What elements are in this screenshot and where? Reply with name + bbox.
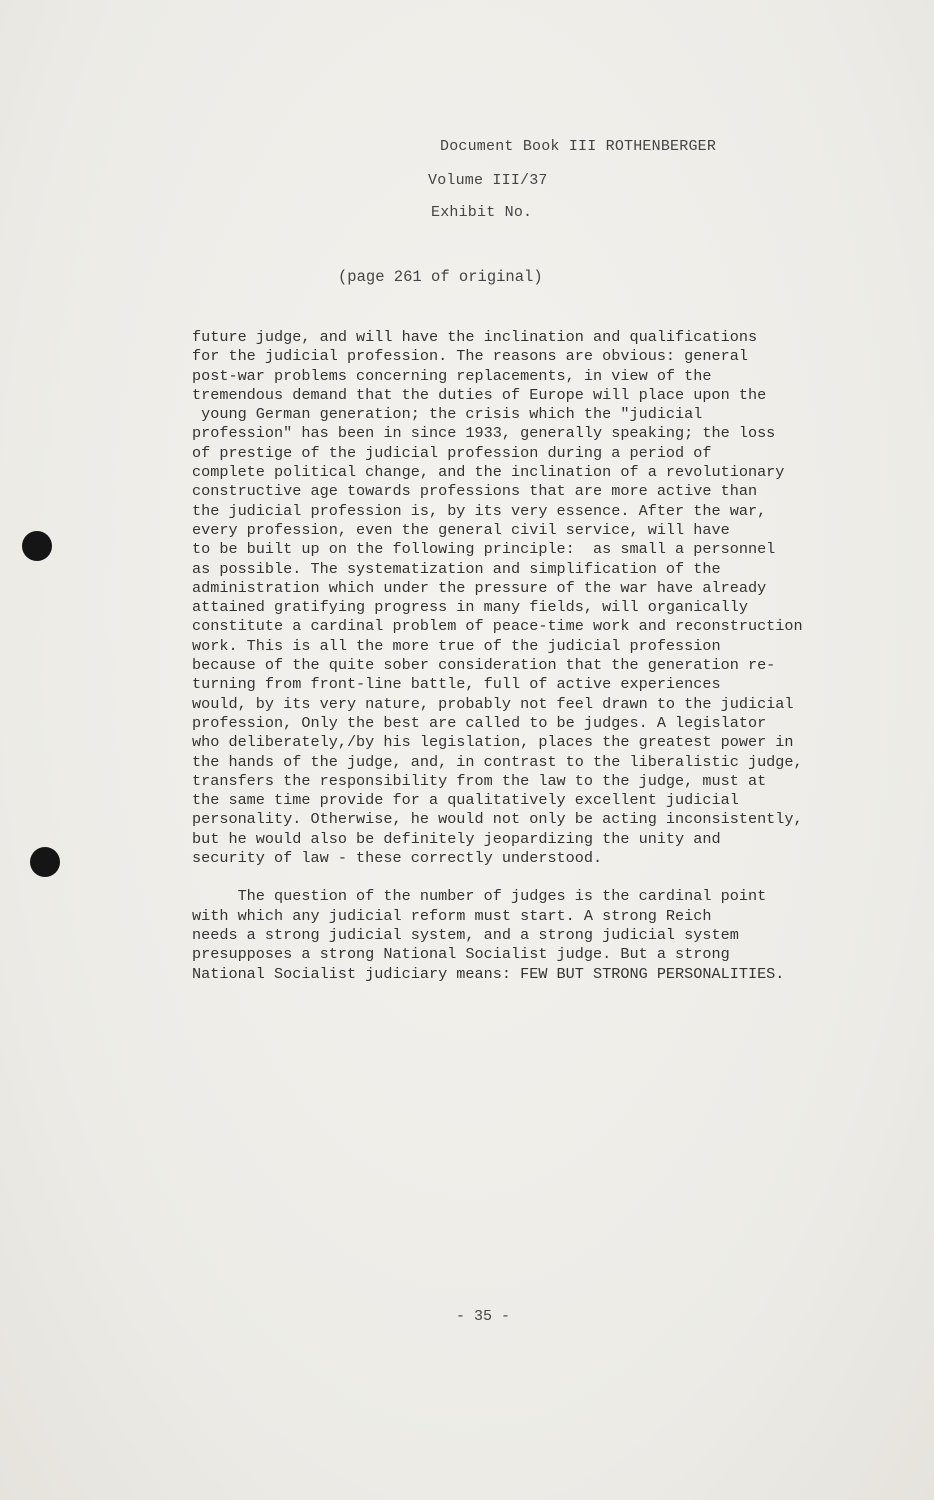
text-line: for the judicial profession. The reasons are obvious: general	[192, 347, 748, 366]
text-line: transfers the responsibility from the law to the judge, must at	[192, 771, 767, 790]
text-line: administration which under the pressure of the war have already	[192, 578, 767, 597]
text-line: as possible. The systematization and simplification of the	[192, 559, 721, 578]
punch-hole-bottom	[30, 847, 60, 877]
text-line: work. This is all the more true of the judicial profession	[192, 636, 721, 655]
page-reference: (page 261 of original)	[338, 268, 543, 286]
text-line: every profession, even the general civil service, will have	[192, 520, 730, 539]
text-line: The question of the number of judges is the cardinal point	[192, 887, 767, 906]
text-line: because of the quite sober consideration that the generation re-	[192, 656, 776, 675]
text-line: future judge, and will have the inclination and qualifications	[192, 328, 758, 346]
text-line: profession, Only the best are called to be judges. A legislator	[192, 713, 767, 732]
paragraph-2	[192, 887, 852, 983]
text-line: the hands of the judge, and, in contrast to the liberalistic judge,	[192, 752, 803, 771]
text-line: the same time provide for a qualitatively excellent judicial	[192, 791, 739, 810]
page-number: - 35 -	[456, 1308, 511, 1325]
text-line: constitute a cardinal problem of peace-time work and reconstruction	[192, 617, 803, 636]
text-line: to be built up on the following principle: as small a personnel	[192, 540, 776, 559]
text-line: complete political change, and the inclination of a revolutionary	[192, 463, 785, 482]
body-text	[192, 328, 852, 984]
text-line: tremendous demand that the duties of Europe will place upon the	[192, 385, 767, 404]
text-line: attained gratifying progress in many fields, will organically	[192, 598, 748, 617]
text-line: presupposes a strong National Socialist judge. But a strong	[192, 945, 730, 964]
text-line: would, by its very nature, probably not feel drawn to the judicial	[192, 694, 794, 713]
text-line: National Socialist judiciary means: FEW BUT STRONG PERSONALITIES.	[192, 964, 785, 983]
exhibit-label: Exhibit No.	[431, 204, 533, 221]
text-line: with which any judicial reform must start. A strong Reich	[192, 906, 712, 925]
punch-hole-top	[22, 531, 52, 561]
text-line: but he would also be definitely jeopardizing the unity and	[192, 829, 721, 848]
text-line: profession" has been in since 1933, generally speaking; the loss	[192, 424, 776, 443]
text-line: post-war problems concerning replacements, in view of the	[192, 366, 712, 385]
text-line: security of law - these correctly understood.	[192, 849, 603, 868]
text-line: constructive age towards professions that are more active than	[192, 482, 758, 501]
volume-label: Volume III/37	[428, 172, 548, 189]
text-line: young German generation; the crisis which the "judicial	[192, 405, 703, 424]
text-line: turning from front-line battle, full of active experiences	[192, 675, 721, 694]
paragraph-1	[192, 328, 852, 868]
text-line: who deliberately,/by his legislation, places the greatest power in	[192, 733, 794, 752]
text-line: personality. Otherwise, he would not only be acting inconsistently,	[192, 810, 803, 829]
text-line: needs a strong judicial system, and a strong judicial system	[192, 925, 739, 944]
document-book-label: Document Book III ROTHENBERGER	[440, 138, 717, 155]
text-line: the judicial profession is, by its very essence. After the war,	[192, 501, 767, 520]
text-line: of prestige of the judicial profession during a period of	[192, 443, 712, 462]
